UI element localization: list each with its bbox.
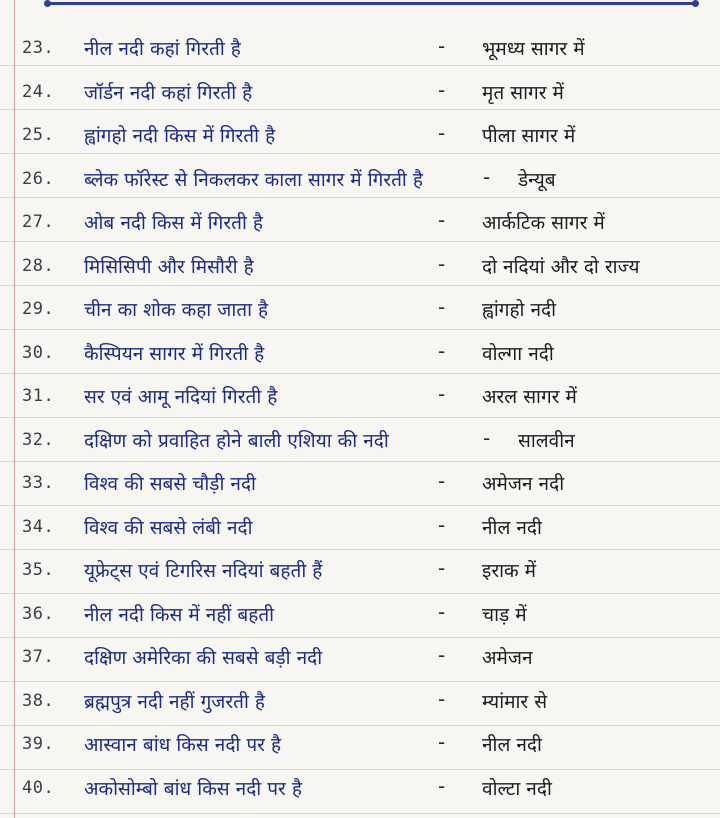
question-text: नील नदी किस में नहीं बहती (84, 603, 275, 626)
item-number: 23. (22, 38, 55, 58)
list-item (0, 378, 720, 422)
item-number: 25. (22, 125, 55, 145)
question-text: ब्रह्मपुत्र नदी नहीं गुजरती है (84, 690, 266, 713)
separator-dash: - (438, 121, 446, 145)
answer-text: अरल सागर में (482, 386, 577, 408)
item-number: 40. (22, 777, 55, 798)
list-item (0, 335, 720, 379)
item-number: 35. (22, 560, 55, 580)
list-item (0, 552, 720, 596)
separator-dash: - (483, 425, 491, 450)
separator-dash: - (438, 643, 446, 667)
separator-dash: - (438, 208, 446, 232)
separator-dash: - (438, 730, 446, 754)
list-item (0, 509, 720, 553)
question-text: सर एवं आमू नदियां गिरती है (84, 386, 278, 408)
answer-text: ह्वांगहो नदी (482, 299, 557, 321)
list-item (0, 683, 720, 727)
separator-dash: - (438, 773, 446, 798)
separator-dash: - (438, 338, 446, 363)
question-text: यूफ्रेट्स एवं टिगरिस नदियां बहती हैं (84, 560, 323, 582)
item-number: 30. (22, 342, 55, 363)
question-text: दक्षिण अमेरिका की सबसे बड़ी नदी (84, 647, 323, 669)
list-item (0, 596, 720, 640)
answer-text: वोल्गा नदी (482, 342, 554, 365)
question-text: दक्षिण को प्रवाहित होने बाली एशिया की नदी (84, 429, 389, 452)
answer-text: म्यांमार से (482, 690, 548, 713)
question-text: ब्लेक फॉरेस्ट से निकलकर काला सागर में गिरती है (84, 168, 423, 191)
answer-text: अमेजन (482, 647, 533, 669)
answer-text: अमेजन नदी (482, 473, 565, 495)
item-number: 34. (22, 516, 55, 537)
qa-list (0, 30, 720, 813)
answer-text: दो नदियां और दो राज्य (482, 255, 640, 278)
item-number: 27. (22, 212, 55, 232)
top-rule (48, 2, 696, 5)
question-text: आस्वान बांध किस नदी पर है (84, 734, 282, 756)
item-number: 37. (22, 647, 55, 667)
answer-text: चाड़ में (482, 603, 527, 626)
answer-text: पीला सागर में (482, 125, 576, 147)
item-number: 38. (22, 690, 55, 711)
separator-dash: - (438, 77, 446, 102)
question-text: अकोसोम्बो बांध किस नदी पर है (84, 777, 302, 800)
answer-text: नील नदी (482, 516, 542, 539)
list-item (0, 74, 720, 118)
separator-dash: - (438, 382, 446, 406)
separator-dash: - (483, 164, 491, 189)
item-number: 33. (22, 473, 55, 493)
list-item (0, 248, 720, 292)
separator-dash: - (438, 295, 446, 319)
list-item (0, 204, 720, 248)
separator-dash: - (438, 512, 446, 537)
item-number: 28. (22, 255, 55, 276)
answer-text: भूमध्य सागर में (482, 38, 585, 60)
list-item (0, 726, 720, 770)
question-text: जॉर्डन नदी कहां गिरती है (84, 81, 253, 104)
list-item (0, 161, 720, 205)
answer-text: डेन्यूब (518, 168, 556, 191)
list-item (0, 30, 720, 74)
separator-dash: - (438, 599, 446, 624)
separator-dash: - (438, 34, 446, 58)
item-number: 39. (22, 734, 55, 754)
separator-dash: - (438, 556, 446, 580)
list-item (0, 770, 720, 814)
list-item (0, 291, 720, 335)
list-item (0, 465, 720, 509)
separator-dash: - (438, 469, 446, 493)
item-number: 36. (22, 603, 55, 624)
answer-text: इराक में (482, 560, 537, 582)
answer-text: मृत सागर में (482, 81, 564, 104)
answer-text: नील नदी (482, 734, 542, 756)
top-rule-dot-right (692, 0, 699, 7)
question-text: विश्व की सबसे लंबी नदी (84, 516, 253, 539)
question-text: विश्व की सबसे चौड़ी नदी (84, 473, 256, 495)
item-number: 32. (22, 429, 55, 450)
list-item (0, 422, 720, 466)
separator-dash: - (438, 686, 446, 711)
answer-text: सालवीन (518, 429, 575, 452)
separator-dash: - (438, 251, 446, 276)
question-text: मिसिसिपी और मिसौरी है (84, 255, 254, 278)
question-text: कैस्पियन सागर में गिरती है (84, 342, 265, 365)
item-number: 29. (22, 299, 55, 319)
answer-text: आर्कटिक सागर में (482, 212, 605, 234)
top-rule-dot-left (44, 0, 51, 7)
list-item (0, 117, 720, 161)
item-number: 24. (22, 81, 55, 102)
question-text: नील नदी कहां गिरती है (84, 38, 241, 60)
item-number: 26. (22, 168, 55, 189)
answer-text: वोल्टा नदी (482, 777, 552, 800)
question-text: ह्वांगहो नदी किस में गिरती है (84, 125, 276, 147)
question-text: ओब नदी किस में गिरती है (84, 212, 263, 234)
item-number: 31. (22, 386, 55, 406)
question-text: चीन का शोक कहा जाता है (84, 299, 269, 321)
list-item (0, 639, 720, 683)
